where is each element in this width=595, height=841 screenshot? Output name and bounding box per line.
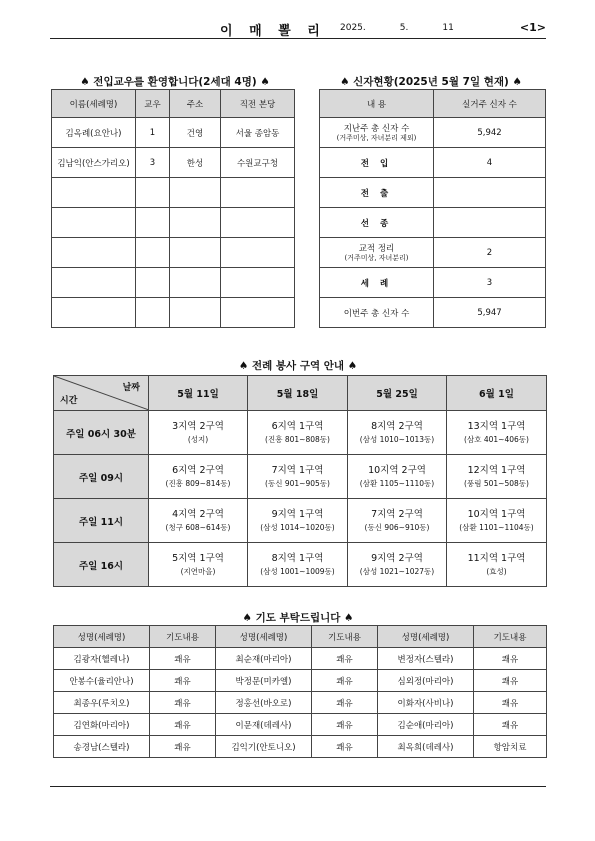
members-label-cell [320,148,434,178]
service-area: (효성) [486,567,507,576]
members-value: 5,942 [434,118,546,148]
service-district: 13지역 1구역 [467,421,526,432]
service-area: (풍림 501~508동) [464,479,529,488]
service-table [53,375,547,587]
members-label-note: (거주미상, 자녀분리) [344,254,409,262]
prayer-row [54,736,547,758]
service-date-1: 5월 11일 [149,376,248,411]
prayer-name: 안봉수(율리안나) [54,670,150,692]
newcomer-address [170,208,221,238]
prayer-content: 쾌유 [312,692,378,714]
newcomer-count [136,178,170,208]
service-assignment [248,499,348,543]
members-value [434,178,546,208]
prayer-col-name-2: 성명(세례명) [216,626,312,648]
service-assignment [348,455,447,499]
service-date-4: 6월 1일 [447,376,547,411]
newcomer-row [52,268,295,298]
newcomer-address: 건영 [170,118,221,148]
service-area: (지연마을) [180,567,216,576]
prayer-title: ♠ 기도 부탁드립니다 ♠ [242,612,354,624]
prayer-name: 김익기(안토니오) [216,736,312,758]
members-label-note: (거주미상, 자녀분리 제외) [336,134,417,142]
newcomer-row [52,148,295,178]
prayer-col-name-1: 성명(세례명) [54,626,150,648]
service-area: (동신 901~905동) [265,479,330,488]
members-label-cell [320,298,434,328]
service-time: 주일 06시 30분 [54,411,149,455]
service-district: 6지역 1구역 [271,421,324,432]
newcomer-parish [221,298,295,328]
service-area: (삼성 1014~1020동) [260,523,335,532]
members-label: 전 출 [360,188,393,199]
prayer-content: 항암치료 [474,736,547,758]
bulletin-header [50,20,546,39]
date-month: 5. [399,23,409,33]
newcomer-name: 김옥례(요안나) [52,118,136,148]
service-assignment [149,455,248,499]
members-label: 전 입 [360,158,393,169]
members-col-count: 실거주 신자 수 [434,90,546,118]
service-district: 7지역 2구역 [371,509,423,520]
prayer-col-content-1: 기도내용 [150,626,216,648]
newcomer-count [136,268,170,298]
newcomer-parish: 서울 종암동 [221,118,295,148]
members-title: ♠ 신자현황(2025년 5월 7일 현재) ♠ [340,76,522,88]
service-assignment [149,543,248,587]
service-area: (진흥 809~814동) [165,479,231,488]
service-assignment [149,411,248,455]
service-district: 5지역 1구역 [172,553,224,564]
newcomers-title: ♠ 전입교우를 환영합니다(2세대 4명) ♠ [80,76,270,88]
members-row [320,238,546,268]
page-number: <1> [519,21,546,34]
newcomers-col-parish: 직전 본당 [221,90,295,118]
service-assignment [248,411,348,455]
newcomer-row [52,178,295,208]
members-row [320,148,546,178]
members-row [320,268,546,298]
newcomers-col-count: 교우 [136,90,170,118]
service-row [54,543,547,587]
members-label: 세 례 [360,278,393,289]
service-district: 8지역 2구역 [371,421,423,432]
newcomer-address [170,178,221,208]
service-row [54,455,547,499]
corner-date-label: 날짜 [122,383,140,393]
service-area: (성지) [187,435,209,444]
newcomer-parish [221,238,295,268]
prayer-content: 쾌유 [150,670,216,692]
prayer-table [53,625,547,758]
members-table [319,89,546,328]
service-assignment [447,543,547,587]
service-time: 주일 11시 [54,499,149,543]
service-corner-cell [54,376,149,411]
newcomer-row [52,118,295,148]
service-area: (동신 906~910동) [364,523,430,532]
service-row [54,411,547,455]
prayer-content: 쾌유 [150,714,216,736]
service-district: 8지역 1구역 [271,553,324,564]
prayer-content: 쾌유 [150,736,216,758]
members-row [320,178,546,208]
prayer-name: 최종우(루치오) [54,692,150,714]
newcomer-row [52,238,295,268]
newcomer-address [170,298,221,328]
members-label: 선 종 [360,218,393,229]
service-time: 주일 09시 [54,455,149,499]
newcomer-address [170,238,221,268]
prayer-name: 김순애(마리아) [378,714,474,736]
service-area: (삼환 1101~1104동) [459,523,534,532]
service-district: 9지역 1구역 [271,509,324,520]
newcomers-header-row [52,90,295,118]
service-assignment [447,411,547,455]
footer-rule [50,786,546,787]
service-district: 6지역 2구역 [172,465,224,476]
service-assignment [149,499,248,543]
service-assignment [348,543,447,587]
prayer-name: 심외정(마리아) [378,670,474,692]
service-area: (삼호 401~406동) [464,435,529,444]
members-label-cell [320,118,434,148]
members-label: 교적 정리 [358,244,395,254]
members-value: 4 [434,148,546,178]
service-district: 11지역 1구역 [467,553,526,564]
newcomer-name [52,178,136,208]
members-row [320,298,546,328]
service-district: 10지역 1구역 [467,509,526,520]
prayer-col-content-3: 기도내용 [474,626,547,648]
service-assignment [447,499,547,543]
prayer-content: 쾌유 [312,670,378,692]
newcomer-name: 김남익(안스가리오) [52,148,136,178]
prayer-name: 최순재(마리아) [216,648,312,670]
newcomer-count: 1 [136,118,170,148]
service-district: 10지역 2구역 [368,465,426,476]
newcomer-count [136,208,170,238]
prayer-content: 쾌유 [150,692,216,714]
newcomer-parish: 수원교구청 [221,148,295,178]
prayer-header-row [54,626,547,648]
prayer-row [54,692,547,714]
prayer-content: 쾌유 [474,670,547,692]
prayer-name: 변정자(스텔라) [378,648,474,670]
prayer-content: 쾌유 [150,648,216,670]
newcomer-count [136,298,170,328]
members-value: 2 [434,238,546,268]
prayer-row [54,670,547,692]
prayer-content: 쾌유 [474,648,547,670]
bulletin-date [340,23,488,33]
members-label: 지난주 총 신자 수 [343,124,410,134]
service-district: 12지역 1구역 [467,465,526,476]
service-district: 7지역 1구역 [271,465,324,476]
service-header-row [54,376,547,411]
prayer-content: 쾌유 [312,648,378,670]
prayer-content: 쾌유 [474,692,547,714]
newcomer-row [52,208,295,238]
newcomer-name [52,268,136,298]
prayer-name: 김연화(마리아) [54,714,150,736]
newcomer-name [52,238,136,268]
newcomer-row [52,298,295,328]
service-assignment [447,455,547,499]
prayer-name: 최옥희(데레사) [378,736,474,758]
corner-time-label: 시간 [60,396,78,406]
service-title: ♠ 전례 봉사 구역 안내 ♠ [238,360,358,372]
members-label-cell [320,178,434,208]
service-area: (삼환 1105~1110동) [359,479,435,488]
prayer-name: 박정문(미카엘) [216,670,312,692]
prayer-content: 쾌유 [474,714,547,736]
members-label-cell [320,208,434,238]
service-area: (진흥 801~808동) [265,435,330,444]
service-district: 4지역 2구역 [172,509,224,520]
prayer-content: 쾌유 [312,714,378,736]
newcomer-count: 3 [136,148,170,178]
service-time: 주일 16시 [54,543,149,587]
newcomer-parish [221,208,295,238]
service-assignment [248,455,348,499]
prayer-col-name-3: 성명(세례명) [378,626,474,648]
service-area: (삼성 1001~1009동) [260,567,335,576]
newcomer-count [136,238,170,268]
prayer-content: 쾌유 [312,736,378,758]
service-district: 9지역 2구역 [371,553,423,564]
prayer-name: 이문재(데레사) [216,714,312,736]
members-label-cell [320,238,434,268]
members-value: 5,947 [434,298,546,328]
service-assignment [348,411,447,455]
service-area: (청구 608~614동) [165,523,231,532]
prayer-name: 김광자(헬레나) [54,648,150,670]
date-day: 11 [442,23,454,33]
newcomer-parish [221,178,295,208]
service-date-3: 5월 25일 [348,376,447,411]
service-assignment [248,543,348,587]
prayer-name: 송경남(스텔라) [54,736,150,758]
prayer-col-content-2: 기도내용 [312,626,378,648]
members-value [434,208,546,238]
members-row [320,118,546,148]
service-district: 3지역 2구역 [172,421,224,432]
newcomer-name [52,298,136,328]
service-area: (삼성 1021~1027동) [359,567,435,576]
members-col-content: 내 용 [320,90,434,118]
bulletin-title: 이 매 뽈 리 [220,24,326,39]
newcomers-table [51,89,295,328]
date-year: 2025. [340,23,366,33]
newcomer-parish [221,268,295,298]
service-area: (삼성 1010~1013동) [359,435,435,444]
service-assignment [348,499,447,543]
prayer-row [54,714,547,736]
service-row [54,499,547,543]
newcomer-address [170,268,221,298]
newcomers-col-address: 주소 [170,90,221,118]
members-header-row [320,90,546,118]
prayer-name: 정홍선(바오로) [216,692,312,714]
members-label-cell [320,268,434,298]
members-value: 3 [434,268,546,298]
prayer-row [54,648,547,670]
newcomer-name [52,208,136,238]
prayer-name: 이화자(사비나) [378,692,474,714]
members-label: 이번주 총 신자 수 [343,308,410,319]
service-date-2: 5월 18일 [248,376,348,411]
members-row [320,208,546,238]
header-rule [50,38,546,39]
newcomers-col-name: 이름(세례명) [52,90,136,118]
newcomer-address: 한성 [170,148,221,178]
